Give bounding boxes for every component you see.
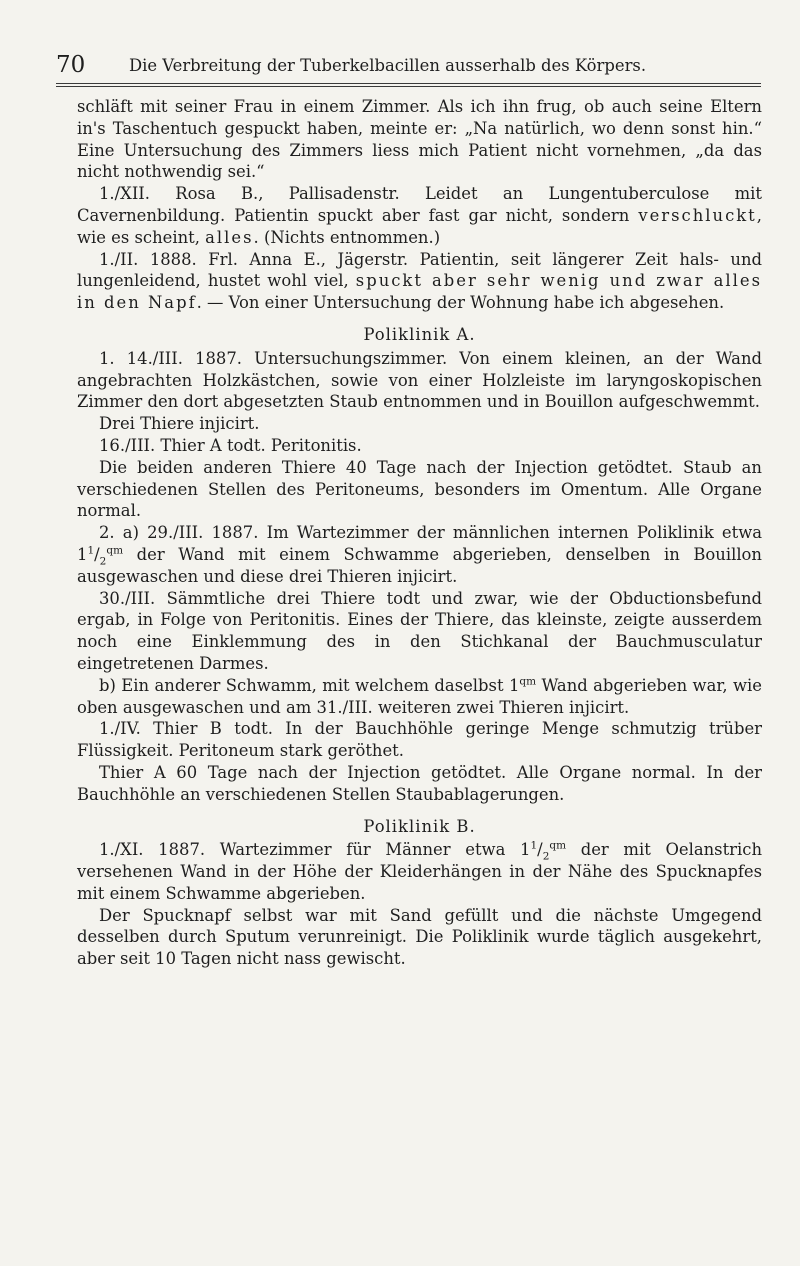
unit-qm: qm: [519, 675, 537, 688]
text-run: , wie es scheint,: [77, 205, 762, 247]
paragraph: Der Spucknapf selbst war mit Sand gefüllt und die nächste Umgegend desselben durch Sputum verunreinigt. Die Poliklinik wurde täglich ausgekehrt, aber seit 10 Tagen nicht nass gewischt.: [77, 905, 762, 969]
page-body: [77, 96, 762, 970]
text-run: Wand abgerieben war, wie oben ausgewaschen und am 31./III. weiteren zwei Thieren injicirt.: [77, 675, 762, 717]
text-run: . — Von einer Untersuchung der Wohnung habe ich abgesehen.: [196, 293, 725, 313]
paragraph: [77, 675, 762, 719]
paragraph: 30./III. Sämmtliche drei Thiere todt und zwar, wie der Obductionsbefund ergab, in Folge von Peritonitis. Eines der Thiere, das kleinste, zeigte ausserdem noch eine Einklemmung des in den Stichkanal der Bauchmusculatur eingetretenen Darmes.: [77, 588, 762, 673]
text-run: 2. a) 29./III. 1887. Im Wartezimmer der männlichen internen Poliklinik etwa 1: [77, 523, 762, 564]
header-rule-top: [56, 83, 761, 84]
fraction-denominator: 2: [99, 555, 107, 568]
unit-qm: qm: [106, 544, 124, 557]
paragraph: [77, 249, 762, 314]
paragraph: 1./XI. 1887. Wartezimmer für Männer etwa $1^1/_2^{qm}$ der mit Oelanstrich versehenen Wand in der Höhe der Kleiderhängen in der Nähe des Spucknapfes mit einem Schwamme abgerieben.: [77, 839, 762, 903]
emphasis-run: alles: [205, 227, 254, 247]
text-run: der Wand mit einem Schwamme abgerieben, denselben in Bouillon ausgewaschen und diese drei Thieren injicirt.: [77, 544, 762, 586]
text-run: 1./XI. 1887. Wartezimmer für Männer etwa 1: [99, 840, 531, 860]
fraction-denominator: 2: [542, 850, 550, 863]
page-number: 70: [56, 52, 86, 78]
section-heading: Poliklinik B.: [363, 816, 476, 836]
emphasis-run: verschluckt: [638, 205, 757, 225]
emphasis-run: spuckt aber sehr wenig und zwar alles in den Napf: [77, 271, 762, 313]
text-run: . (Nichts entnommen.): [253, 227, 441, 247]
section-heading: Poliklinik A.: [363, 324, 476, 344]
paragraph: 16./III. Thier A todt. Peritonitis.: [99, 435, 362, 455]
text-run: 1./XII. Rosa B., Pallisadenstr. Leidet an Lungentuberculose mit Cavernenbildung. Patientin spuckt aber fast gar nicht, sondern: [77, 184, 762, 225]
paragraph: [77, 183, 762, 248]
paragraph: Die beiden anderen Thiere 40 Tage nach der Injection getödtet. Staub an verschiedenen Stellen des Peritoneums, besonders im Omentum. Alle Organe normal.: [77, 457, 762, 521]
text-run: b) Ein anderer Schwamm, mit welchem daselbst 1: [99, 675, 520, 695]
paragraph: schläft mit seiner Frau in einem Zimmer. Als ich ihn frug, ob auch seine Eltern in's Taschentuch gespuckt haben, meinte er: „Na natürlich, wo denn sonst hin.“ Eine Untersuchung des Zimmers liess mich Patient nicht vornehmen, „da das nicht nothwendig sei.“: [77, 97, 762, 182]
paragraph: 1./IV. Thier B todt. In der Bauchhöhle geringe Menge schmutzig trüber Flüssigkeit. Peritoneum stark geröthet.: [77, 719, 762, 761]
page-header: [56, 50, 761, 90]
header-rule-bottom: [56, 86, 761, 87]
running-title: Die Verbreitung der Tuberkelbacillen ausserhalb des Körpers.: [129, 56, 647, 75]
paragraph: 1. 14./III. 1887. Untersuchungszimmer. Von einem kleinen, an der Wand angebrachten Holzkästchen, sowie von einer Holzleiste im laryngoskopischen Zimmer den dort abgesetzten Staub entnommen und in Bouillon aufgeschwemmt.: [77, 348, 762, 412]
text-run: der mit Oelanstrich versehenen Wand in der Höhe der Kleiderhängen in der Nähe des Spucknapfes mit einem Schwamme abgerieben.: [77, 840, 762, 903]
unit-qm: qm: [549, 839, 567, 852]
paragraph: 2. a) 29./III. 1887. Im Wartezimmer der männlichen internen Poliklinik etwa $1^1/_2^{qm}$ der Wand mit einem Schwamme abgerieben, denselben in Bouillon ausgewaschen und diese drei Thieren injicirt.: [77, 523, 762, 586]
paragraph: Thier A 60 Tage nach der Injection getödtet. Alle Organe normal. In der Bauchhöhle an verschiedenen Stellen Staubablagerungen.: [77, 762, 762, 804]
paragraph: Drei Thiere injicirt.: [99, 414, 260, 434]
fraction-numerator: 1: [87, 544, 95, 557]
text-run: 1./II. 1888. Frl. Anna E., Jägerstr. Patientin, seit längerer Zeit hals- und lungenleidend, hustet wohl viel,: [77, 249, 762, 291]
fraction-numerator: 1: [530, 839, 538, 852]
